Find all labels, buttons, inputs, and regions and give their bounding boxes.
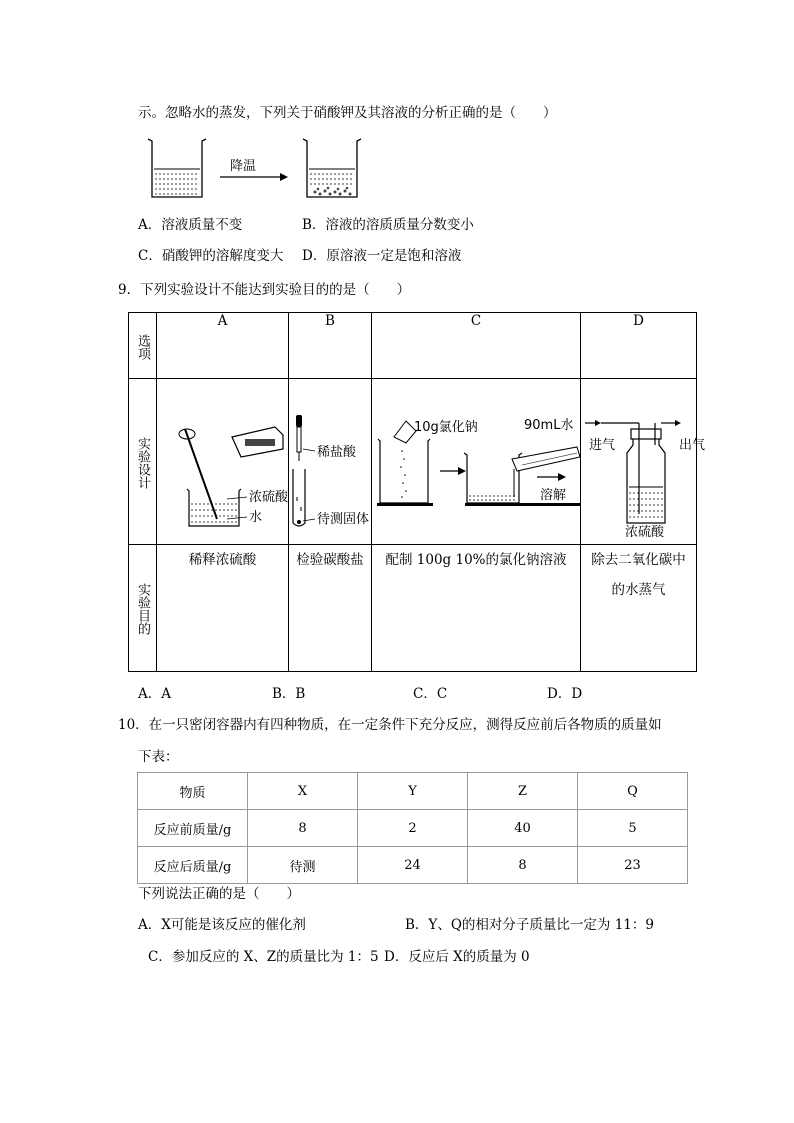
q10-mass-table — [137, 772, 688, 884]
mass-after-label: 反应后质量/g — [138, 847, 248, 884]
beaker-before-icon — [148, 139, 206, 197]
q9-option-a: A．A — [138, 686, 171, 702]
design-a — [157, 379, 289, 545]
mass-after-z: 8 — [468, 847, 578, 884]
goal-b: 检验碳酸盐 — [289, 545, 372, 672]
q8-option-d: D．原溶液一定是饱和溶液 — [302, 248, 462, 264]
col-head-d: D — [581, 313, 697, 379]
q10-option-b: B．Y、Q的相对分子质量比一定为 11：9 — [405, 917, 654, 933]
q10-option-c: C．参加反应的 X、Z的质量比为 1：5 — [148, 949, 379, 965]
col-head-b: B — [289, 313, 372, 379]
mass-after-x: 待测 — [248, 847, 358, 884]
goal-c: 配制 100g 10%的氯化钠溶液 — [372, 545, 581, 672]
prepare-solution-diagram — [372, 379, 580, 540]
mass-before-label: 反应前质量/g — [138, 810, 248, 847]
q9-option-d: D．D — [547, 686, 583, 702]
design-b — [289, 379, 372, 545]
label-b-solid: 待测固体 — [317, 512, 370, 527]
col-head-a: A — [157, 313, 289, 379]
test-carbonate-diagram — [289, 379, 371, 540]
mass-before-q: 5 — [578, 810, 688, 847]
mass-header-x: X — [248, 773, 358, 810]
mass-before-x: 8 — [248, 810, 358, 847]
q9-option-b: B．B — [272, 686, 306, 702]
q10-option-d: D．反应后 X的质量为 0 — [384, 949, 530, 965]
design-d — [581, 379, 706, 545]
q9-stem: 9．下列实验设计不能达到实验目的的是（ ） — [118, 282, 411, 298]
label-d-acid: 浓硫酸 — [625, 525, 665, 540]
dilute-acid-diagram — [157, 379, 288, 540]
dry-gas-diagram — [581, 379, 706, 540]
label-b-acid: 稀盐酸 — [317, 445, 357, 460]
mass-header-y: Y — [358, 773, 468, 810]
label-d-out: 出气 — [679, 438, 706, 453]
design-c — [372, 379, 581, 545]
mass-before-y: 2 — [358, 810, 468, 847]
mass-before-z: 40 — [468, 810, 578, 847]
row-head-design: 实验设计 — [129, 379, 157, 545]
q9-experiment-table — [128, 312, 706, 672]
label-d-in: 进气 — [589, 438, 616, 453]
mass-after-q: 23 — [578, 847, 688, 884]
label-c-water: 90mL水 — [524, 418, 574, 433]
q10-prompt: 下列说法正确的是（ ） — [138, 886, 300, 902]
goal-a: 稀释浓硫酸 — [157, 545, 289, 672]
mass-header-z: Z — [468, 773, 578, 810]
q8-option-c: C．硝酸钾的溶解度变大 — [138, 248, 284, 264]
q10-stem-continued: 下表： — [138, 749, 179, 765]
label-c-dissolve: 溶解 — [540, 488, 567, 503]
q8-stem: 示。忽略水的蒸发，下列关于硝酸钾及其溶液的分析正确的是（ ） — [138, 105, 557, 121]
cooling-label: 降温 — [230, 159, 257, 174]
mass-after-y: 24 — [358, 847, 468, 884]
label-c-salt: 10g氯化钠 — [414, 420, 478, 435]
goal-d: 除去二氧化碳中的水蒸气 — [581, 545, 697, 672]
col-head-c: C — [372, 313, 581, 379]
mass-header-q: Q — [578, 773, 688, 810]
q8-option-a: A．溶液质量不变 — [138, 217, 243, 233]
label-a-acid: 浓硫酸 — [249, 490, 289, 505]
q8-option-b: B．溶液的溶质质量分数变小 — [302, 217, 474, 233]
q10-option-a: A．X可能是该反应的催化剂 — [138, 917, 306, 933]
row-head-goal: 实验目的 — [129, 545, 157, 672]
q9-option-c: C．C — [413, 686, 448, 702]
beaker-after-icon — [303, 139, 361, 197]
mass-header-substance: 物质 — [138, 773, 248, 810]
row-head-option: 选项 — [129, 313, 157, 379]
q10-stem: 10．在一只密闭容器内有四种物质，在一定条件下充分反应，测得反应前后各物质的质量如 — [118, 717, 662, 733]
label-a-water: 水 — [249, 510, 263, 525]
q8-cooling-figure — [140, 135, 365, 205]
